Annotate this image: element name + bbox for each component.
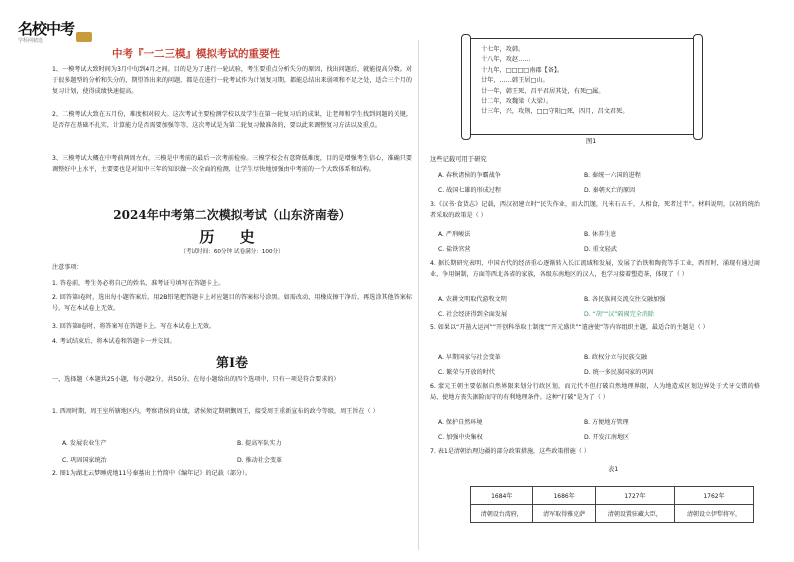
q3-option-d[interactable]: D. 重文轻武 <box>584 246 617 253</box>
q3-option-c[interactable]: C. 盐铁官营 <box>438 246 471 253</box>
q5-option-c[interactable]: C. 繁荣与开放的时代 <box>438 369 495 376</box>
q6-option-d[interactable]: D. 开发江南地区 <box>584 434 630 441</box>
scroll-roll-right <box>693 34 703 140</box>
q2-option-d[interactable]: D. 秦朝灭亡的原因 <box>584 187 636 194</box>
brand-name: 名校中考 <box>18 20 75 38</box>
q1-stem: 1. 西周时期，周王室所辖地区内，考察诸侯的业绩，诸侯须定期朝觐周王，接受周王重新宣布的政令等级，周王旨在（ ） <box>52 408 379 415</box>
q1-option-d[interactable]: D. 推动社会变革 <box>237 457 283 464</box>
scroll-line: 廿二年，攻魏梁（大梁）。 <box>481 98 553 106</box>
column-divider <box>418 40 419 550</box>
q6-stem: 6. 蒙元王朝主要依据自然界限来划分行政区划，而元代不但打破自然地理界限，人为地造成区划边界处于犬牙交错的格局，使地方丧失据险而守的有利地理条件。这种“打破”是为了（ ） <box>430 383 760 402</box>
q2-tail: 这些记载可用于研究 <box>430 156 487 163</box>
scroll-line: 廿一年，韩王死，昌平君居其处，有死□属。 <box>481 87 605 95</box>
scroll-line: 十九年，□□□□南郡【备】。 <box>481 66 564 74</box>
q1-option-c[interactable]: C. 巩固国家统治 <box>62 457 107 464</box>
exam-meta: （考试时间：60分钟 试卷满分：100分） <box>180 249 284 255</box>
table-cell-event: 清朝设立伊犁将军， <box>674 505 753 523</box>
q4-option-c[interactable]: C. 社会经济得到全面发展 <box>438 311 508 318</box>
notes-title: 注意事项： <box>52 264 83 271</box>
exam-subject: 历 史 <box>199 228 265 246</box>
section-intro: 一、选择题（本题共25小题，每小题2分，共50分。在每小题给出的四个选项中，只有一项是符合要求的） <box>52 376 340 383</box>
scroll-line: 廿年，……韩王居□山。 <box>481 77 549 85</box>
q1-option-b[interactable]: B. 提高军队实力 <box>237 440 282 447</box>
intro-paragraph-1: 1、一模考试大致时间为3月中旬到4月之间。目的是为了进行一轮试验，考生要重点分析失分的原因，找出问题后，就能提高分数。对于很多题型的分析和失分的，期望答出来的问题，都是在进行一轮考试作为计划复习期，都能总结出来弱项和不足之处，适合三个月的复习计划，使得成绩快速提高。 <box>52 66 412 96</box>
scroll-line: 十八年，攻赵…… <box>481 56 531 64</box>
table-cell-event: 清军取得雅克萨 <box>533 505 595 523</box>
q5-option-a[interactable]: A. 早期国家与社会变革 <box>438 354 501 361</box>
table-row <box>471 505 754 523</box>
headline: 中考『一二三模』模拟考试的重要性 <box>112 48 280 60</box>
figure-caption: 图1 <box>586 138 597 145</box>
q2-option-b[interactable]: B. 秦统一六国的进程 <box>584 172 641 179</box>
note-4: 4. 考试结束后，将本试卷和答题卡一并交回。 <box>52 338 176 345</box>
scroll-line: 廿三年，兴，攻荆，□□守阳□死，四月，昌文君死。 <box>481 108 629 116</box>
intro-paragraph-3: 3、三模考试大概在中考前两周左右，三模是中考前的最后一次考前检验。三模学校会有意降低难度，目的是增强考生信心，准确只要调整好中上水平，主要要也是对知中三年的知识做一次全面的检测，让学生尽快地加强由中考前的一个大致体系和结构。 <box>52 155 412 174</box>
q5-option-d[interactable]: D. 统一多民族国家的巩固 <box>584 369 654 376</box>
bamboo-scroll-figure <box>466 38 698 135</box>
q3-option-b[interactable]: B. 休养生息 <box>584 231 617 238</box>
q4-option-d[interactable]: D. “胡”“汉”隔阂完全消除 <box>584 311 654 318</box>
table-cell-event: 清朝设台湾府， <box>471 505 533 523</box>
note-2: 2. 回答第Ⅰ卷时，选出每小题答案后，用2B铅笔把答题卡上对应题目的答案标号涂黑。如需改动，用橡皮擦干净后，再选涂其他答案标号。写在本试卷上无效。 <box>52 294 412 313</box>
q7-stem: 7. 表1是清朝治理边疆的部分政策措施，这些政策措施（ ） <box>430 448 590 455</box>
note-3: 3. 回答第Ⅱ卷时，将答案写在答题卡上。写在本试卷上无效。 <box>52 323 216 330</box>
q6-option-b[interactable]: B. 方便地方管理 <box>584 419 629 426</box>
q3-option-a[interactable]: A. 严刑峻法 <box>438 231 471 238</box>
q2-option-a[interactable]: A. 春秋诸侯的争霸战争 <box>438 172 501 179</box>
table-cell-year: 1684年 <box>471 487 533 505</box>
q4-option-b[interactable]: B. 各民族间交流交往交融加强 <box>584 296 666 303</box>
q6-option-c[interactable]: C. 加强中央集权 <box>438 434 483 441</box>
intro-paragraph-2: 2、二模考试大致在五月份，难度相对较大。这次考试主要检测学校以及学生在第一轮复习后的成果，让老师和学生找到问题的关键，是否存在基础不扎实，计算能力是否需要加强等等，这次考试是为第二轮复习做准备的，要以此来调整复习方法以及重点。 <box>52 111 412 130</box>
policy-table <box>470 486 754 523</box>
q5-stem: 5. 如果以“开凿大运河”“开创科举取士制度”“开元盛世”“遣唐使”等内容组织主题，最适合的主题是（ ） <box>430 324 709 331</box>
scroll-text <box>481 45 628 118</box>
exam-title: 2024年中考第二次模拟考试（山东济南卷） <box>113 208 351 222</box>
q2-option-c[interactable]: C. 战国七雄的形成过程 <box>438 187 501 194</box>
left-column <box>52 0 412 562</box>
q4-stem: 4. 据长期研究表明，中国古代的经济重心逐渐转入长江流域和发展，发展了治铁和陶瓷等手工业，西晋时，涌现有通过商业，争用铜制，方面等西北各省的家族，各级东南地区的汉人，也学习接着塑造茶，体现了（ ） <box>430 260 760 279</box>
q6-option-a[interactable]: A. 保护自然环境 <box>438 419 483 426</box>
q4-option-a[interactable]: A. 农耕文明取代游牧文明 <box>438 296 507 303</box>
table-title: 表1 <box>608 466 619 473</box>
table-cell-year: 1686年 <box>533 487 595 505</box>
q5-option-b[interactable]: B. 政权分立与民族交融 <box>584 354 647 361</box>
note-1: 1. 答卷前，考生务必将自己的姓名、准考证号填写在答题卡上。 <box>52 280 225 287</box>
scroll-roll-left <box>461 34 471 140</box>
q1-option-a[interactable]: A. 发展农业生产 <box>62 440 107 447</box>
q3-stem: 3.《汉书·食货志》记载，西汉初建立时“民失作业，而大饥馑，凡米石五千，人相食，死者过半”。材料说明，汉初的统治者采取的政策是（ ） <box>430 201 760 220</box>
table-row <box>471 487 754 505</box>
table-cell-year: 1727年 <box>595 487 674 505</box>
brand-sub: 学科网精选 <box>18 38 44 44</box>
q2-stem: 2. 图1为湖北云梦睡虎地11号秦墓出土竹简中《编年记》的记载（部分）。 <box>52 470 252 477</box>
table-cell-year: 1762年 <box>674 487 753 505</box>
table-cell-event: 清朝设置驻藏大臣， <box>595 505 674 523</box>
section-heading: 第Ⅰ卷 <box>215 356 249 371</box>
scroll-line: 十七年，攻韩。 <box>481 46 525 53</box>
